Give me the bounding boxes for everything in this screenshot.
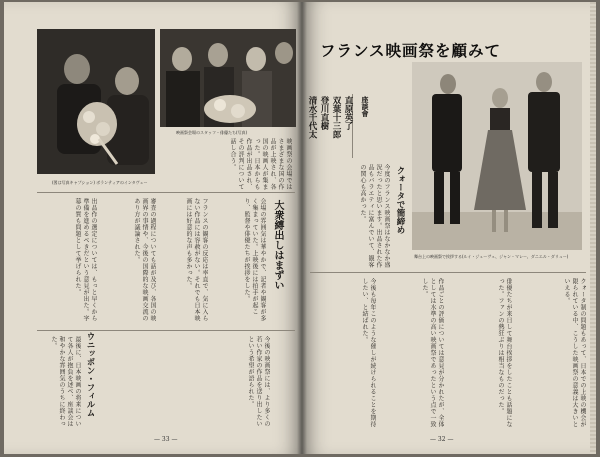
text-column: 最後に、日本映画の将来について各人が抱負を述べ、座談会は和やかな雰囲気のうちに終わった。 [50, 336, 81, 427]
text-column: 出品作の選定については、もっと早くから準備を進めるべきだという意見が出た。字幕の質も問題として挙げられた。 [74, 198, 97, 322]
section-heading: ウニッポン・フィルム [85, 332, 95, 417]
text-column: 審査の過程についても話が及び、各国の映画界の事情や、今後の国際的な映画交流のあり方が議論された。 [133, 198, 156, 322]
photo-interview-image [37, 29, 155, 174]
left-page [4, 2, 302, 454]
divider [37, 330, 295, 331]
divider [37, 192, 295, 193]
article-title: フランス映画祭を顧みて [320, 42, 502, 60]
photo-group-image [160, 29, 296, 127]
photo-stage-image [412, 62, 582, 250]
section-heading: クォータで簡締め [395, 166, 405, 234]
text-column: 会場の雰囲気は華やかで、記者や観客が多く集まっていた。上映後には拍手が起こり、監督や俳優たちが挨拶をした。 [243, 198, 266, 322]
discussion-label: 座談會 [361, 96, 369, 117]
page-number-right: — 32 — [430, 436, 454, 443]
participant-name: 双葉十三郎 [331, 96, 341, 139]
text-column: 映画祭の会場ではさまざまな国の作品が上映され、各国の映画人が集まった。日本からも作品が出品され、その評判について話し合う。 [229, 138, 292, 190]
right-page [302, 2, 596, 454]
text-column: 今後の映画祭には、より多くの若い作家の作品を送り出したいという希望が語られた。 [247, 336, 270, 427]
book-gutter [297, 2, 307, 454]
photo-stage-caption: 舞台上の映画祭で挨拶する(ルイ・ジューヴェ、ジャン・マレー、ダニエル・ダリュー) [414, 254, 569, 259]
text-column: 今後も毎年このような催しが続けられることを期待したい、と結ばれた。 [361, 278, 376, 428]
participant-name: 清水千代太 [307, 96, 317, 139]
text-column: フランスの観客の反応は率直で、気に入らない作品には容赦がない。それでも日本映画には好意的な声も多かった。 [185, 198, 208, 322]
photo-group [160, 29, 296, 127]
page-number-left: — 33 — [154, 436, 178, 443]
photo-interview [37, 29, 155, 174]
participant-name: 直原英了 [343, 96, 353, 130]
page-edge [590, 2, 596, 454]
photo-stage [412, 62, 582, 250]
text-column: 俳優たちが来日して舞台挨拶をしたことも話題になった。ファンの熱狂ぶりは相当なものだった。 [497, 278, 512, 428]
text-column: 作品ごとの評価については意見が分かれたが、全体としては水準の高い映画祭であったという点で一致した。 [421, 278, 444, 428]
section-heading: 大衆縛出しはまずい [272, 200, 283, 290]
magazine-spread [4, 2, 596, 454]
text-column: 今度のフランス映画祭はなかなか盛況だったと思います。出品された作品もバラエティに富んでいて、観客の関心も高かった。 [359, 164, 390, 268]
photo-group-caption: 映画祭会場のスタッフ・俳優たち(写真) [176, 130, 248, 135]
text-column: クォータ制の問題もあって、日本での上映の機会が限られている中、こうした映画祭の意義は大きいといえる。 [563, 278, 586, 428]
photo-interview-caption: (図は写真キャプション) ボランティアのインタヴュー [52, 180, 148, 185]
participant-name: 登川直樹 [319, 96, 329, 130]
divider [310, 272, 586, 273]
